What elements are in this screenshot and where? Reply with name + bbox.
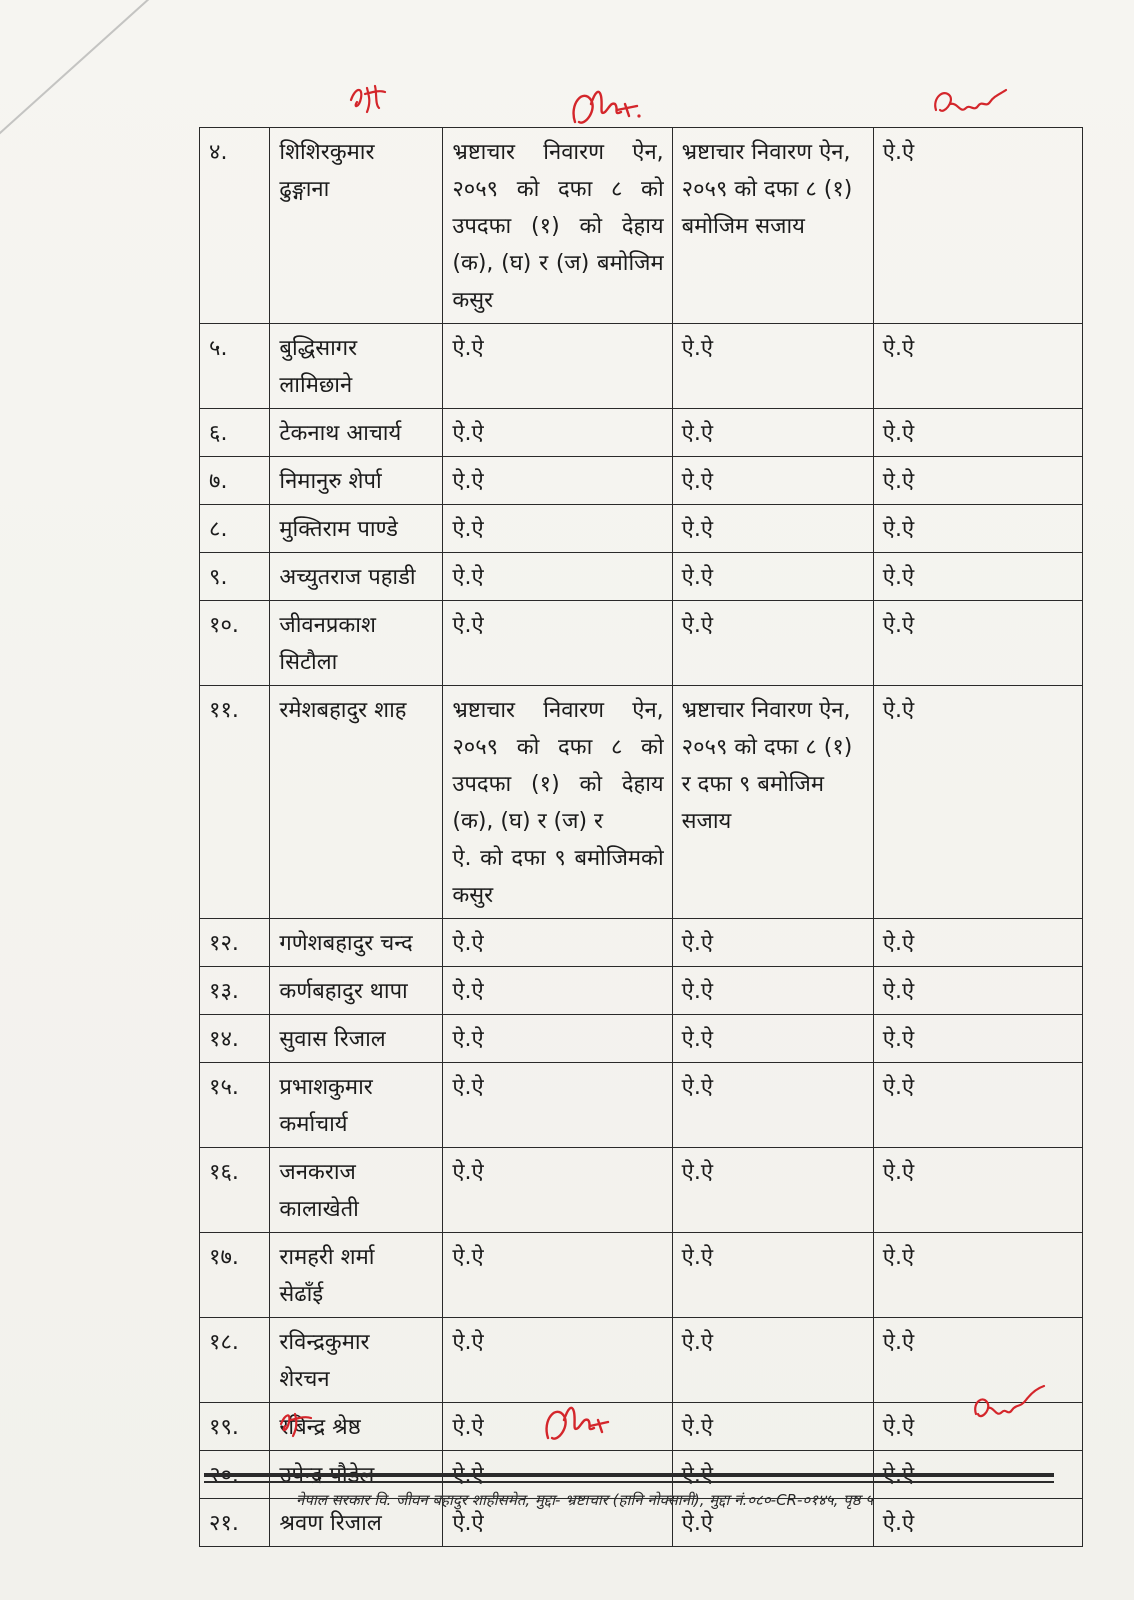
serial-number-cell-text: ६. [209, 421, 228, 446]
defendant-name-cell [270, 1148, 443, 1233]
defendant-name-cell [270, 553, 443, 601]
initial-signature-bottom-left [275, 1406, 325, 1444]
table-row [200, 1233, 1083, 1318]
serial-number-cell [200, 128, 270, 324]
paper-fold-mark [0, 0, 174, 152]
table-row [200, 409, 1083, 457]
serial-number-cell [200, 1499, 270, 1547]
punishment-cell-text: ऐ.ऐ [681, 517, 713, 542]
table-row [200, 967, 1083, 1015]
defendant-name-cell [270, 601, 443, 686]
remarks-cell [873, 409, 1082, 457]
remarks-cell-text: ऐ.ऐ [882, 1511, 915, 1536]
remarks-cell-text: ऐ.ऐ [882, 140, 915, 165]
footer-rule-thick [204, 1473, 1054, 1477]
offence-cell-text: ऐ.ऐ [452, 1330, 484, 1355]
offence-cell [443, 1063, 672, 1148]
remarks-cell-text: ऐ.ऐ [882, 613, 915, 638]
punishment-cell [672, 1318, 873, 1403]
defendant-name-cell-text: कर्णबहादुर थापा [279, 979, 408, 1004]
remarks-cell [873, 1148, 1082, 1233]
offence-cell [443, 1233, 672, 1318]
punishment-cell [672, 1015, 873, 1063]
punishment-cell-text: ऐ.ऐ [681, 1245, 713, 1270]
punishment-cell-text: ऐ.ऐ [681, 1330, 713, 1355]
defendant-name-cell-text: प्रभाशकुमार कर्माचार्य [279, 1075, 373, 1137]
serial-number-cell-text: १५. [209, 1075, 239, 1100]
table-row [200, 1015, 1083, 1063]
punishment-cell [672, 919, 873, 967]
remarks-cell-text: ऐ.ऐ [882, 1415, 915, 1440]
serial-number-cell-text: २१. [209, 1511, 239, 1536]
punishment-cell-text: भ्रष्टाचार निवारण ऐन, २०५९ को दफा ८ (१) र दफा ९ बमोजिम सजाय [681, 698, 853, 834]
offence-cell-text: ऐ.ऐ [452, 421, 484, 446]
footer-rule-thin [204, 1481, 1054, 1483]
defendant-name-cell [270, 505, 443, 553]
remarks-cell [873, 324, 1082, 409]
serial-number-cell-text: ८. [209, 517, 228, 542]
punishment-cell [672, 601, 873, 686]
table-row [200, 1063, 1083, 1148]
punishment-cell [672, 1233, 873, 1318]
remarks-cell [873, 1015, 1082, 1063]
remarks-cell [873, 919, 1082, 967]
offence-cell-text: ऐ.ऐ [452, 613, 484, 638]
serial-number-cell [200, 553, 270, 601]
offence-cell [443, 686, 672, 919]
punishment-cell [672, 505, 873, 553]
offence-cell [443, 967, 672, 1015]
defendant-name-cell-text: रमेशबहादुर शाह [279, 698, 407, 723]
remarks-cell-text: ऐ.ऐ [882, 517, 915, 542]
remarks-cell [873, 686, 1082, 919]
offence-cell-text: ऐ.ऐ [452, 469, 484, 494]
offence-cell-text: ऐ.ऐ [452, 1160, 484, 1185]
remarks-cell [873, 1063, 1082, 1148]
defendant-name-cell [270, 686, 443, 919]
defendant-name-cell-text: बुद्धिसागर लामिछाने [279, 336, 358, 398]
remarks-cell [873, 505, 1082, 553]
signature-bottom-center [540, 1400, 614, 1454]
punishment-cell [672, 128, 873, 324]
serial-number-cell-text: ७. [209, 469, 228, 494]
punishment-cell-text: ऐ.ऐ [681, 931, 713, 956]
serial-number-cell [200, 686, 270, 919]
offence-cell-text: ऐ.ऐ [452, 1511, 484, 1536]
table-row [200, 553, 1083, 601]
signature-bottom-right [968, 1384, 1048, 1436]
serial-number-cell-text: १६. [209, 1160, 239, 1185]
serial-number-cell-text: १९. [209, 1415, 239, 1440]
defendant-name-cell [270, 128, 443, 324]
offence-cell-text: ऐ.ऐ [452, 979, 484, 1004]
remarks-cell-text: ऐ.ऐ [882, 1027, 915, 1052]
offence-cell-text: ऐ.ऐ [452, 336, 484, 361]
defendant-name-cell-text: रामहरी शर्मा सेढाँई [279, 1245, 375, 1307]
serial-number-cell-text: १२. [209, 931, 239, 956]
defendant-name-cell [270, 1233, 443, 1318]
serial-number-cell [200, 1233, 270, 1318]
remarks-cell-text: ऐ.ऐ [882, 421, 915, 446]
remarks-cell-text: ऐ.ऐ [882, 336, 915, 361]
initial-signature-top-left [345, 78, 405, 122]
table-row [200, 457, 1083, 505]
punishment-cell-text: ऐ.ऐ [681, 1160, 713, 1185]
defendant-name-cell-text: निमानुरु शेर्पा [279, 469, 382, 494]
punishment-cell-text: ऐ.ऐ [681, 1027, 713, 1052]
signature-top-right [930, 84, 1010, 128]
punishment-cell [672, 1403, 873, 1451]
offence-cell [443, 409, 672, 457]
offence-cell [443, 1318, 672, 1403]
serial-number-cell-text: १७. [209, 1245, 239, 1270]
serial-number-cell-text: १३. [209, 979, 239, 1004]
punishment-cell [672, 967, 873, 1015]
table-row [200, 1148, 1083, 1233]
remarks-cell-text: ऐ.ऐ [882, 469, 915, 494]
table-row [200, 505, 1083, 553]
punishment-cell-text: ऐ.ऐ [681, 1415, 713, 1440]
offence-cell [443, 919, 672, 967]
punishment-cell [672, 553, 873, 601]
punishment-cell-text: ऐ.ऐ [681, 1511, 713, 1536]
offence-cell [443, 505, 672, 553]
table-row [200, 324, 1083, 409]
remarks-cell-text: ऐ.ऐ [882, 565, 915, 590]
serial-number-cell-text: ११. [209, 698, 239, 723]
offence-cell [443, 324, 672, 409]
punishment-cell-text: ऐ.ऐ [681, 979, 713, 1004]
remarks-cell [873, 1233, 1082, 1318]
defendant-name-cell-text: शिशिरकुमार ढुङ्गाना [279, 140, 375, 202]
serial-number-cell [200, 967, 270, 1015]
defendant-name-cell [270, 324, 443, 409]
defendant-name-cell [270, 1063, 443, 1148]
serial-number-cell-text: ४. [209, 140, 228, 165]
remarks-cell-text: ऐ.ऐ [882, 1075, 915, 1100]
serial-number-cell [200, 601, 270, 686]
remarks-cell [873, 553, 1082, 601]
offence-cell-text: भ्रष्टाचार निवारण ऐन, २०५९ को दफा ८ को उपदफा (१) को देहाय (क), (घ) र (ज) र ऐ. को दफा ९ बमोजिमको कसुर [452, 698, 664, 908]
defendant-name-cell-text: श्रवण रिजाल [279, 1511, 382, 1536]
serial-number-cell [200, 1148, 270, 1233]
offence-cell [443, 601, 672, 686]
punishment-cell [672, 457, 873, 505]
defendant-name-cell-text: गणेशबहादुर चन्द [279, 931, 413, 956]
remarks-cell-text: ऐ.ऐ [882, 979, 915, 1004]
remarks-cell [873, 457, 1082, 505]
serial-number-cell [200, 505, 270, 553]
defendant-name-cell-text: अच्युतराज पहाडी [279, 565, 416, 590]
defendant-name-cell-text: जनकराज कालाखेती [279, 1160, 359, 1222]
table-row [200, 686, 1083, 919]
defendant-name-cell-text: मुक्तिराम पाण्डे [279, 517, 398, 542]
defendant-name-cell [270, 967, 443, 1015]
page-footer: नेपाल सरकार वि. जीवन बहादुर शाहीसमेत, मुद्दा- भ्रष्टाचार (हानि नोक्सानी), मुद्दा नं.०८०-CR-०१४५, पृष्ठ ५ [296, 1491, 874, 1509]
serial-number-cell [200, 409, 270, 457]
serial-number-cell-text: ९. [209, 565, 228, 590]
offence-cell-text: ऐ.ऐ [452, 1075, 484, 1100]
offence-cell-text: ऐ.ऐ [452, 1027, 484, 1052]
table-row [200, 128, 1083, 324]
serial-number-cell [200, 324, 270, 409]
punishment-cell [672, 409, 873, 457]
punishment-cell [672, 1063, 873, 1148]
remarks-cell [873, 967, 1082, 1015]
punishment-cell-text: भ्रष्टाचार निवारण ऐन, २०५९ को दफा ८ (१) बमोजिम सजाय [681, 140, 853, 239]
offence-cell [443, 457, 672, 505]
remarks-cell-text: ऐ.ऐ [882, 1245, 915, 1270]
offence-cell-text: ऐ.ऐ [452, 565, 484, 590]
serial-number-cell-text: ५. [209, 336, 228, 361]
defendant-name-cell-text: रबिन्द्र श्रेष्ठ [279, 1415, 361, 1440]
table-row [200, 601, 1083, 686]
serial-number-cell-text: १०. [209, 613, 239, 638]
defendant-name-cell-text: रविन्द्रकुमार शेरचन [279, 1330, 370, 1392]
offence-cell-text: ऐ.ऐ [452, 1245, 484, 1270]
defendant-name-cell-text: सुवास रिजाल [279, 1027, 386, 1052]
defendant-name-cell [270, 1015, 443, 1063]
punishment-cell [672, 686, 873, 919]
offence-cell [443, 1015, 672, 1063]
punishment-cell-text: ऐ.ऐ [681, 613, 713, 638]
serial-number-cell [200, 1403, 270, 1451]
serial-number-cell-text: १४. [209, 1027, 239, 1052]
punishment-cell-text: ऐ.ऐ [681, 421, 713, 446]
defendant-name-cell [270, 457, 443, 505]
defendant-name-cell-text: टेकनाथ आचार्य [279, 421, 402, 446]
table-body [200, 128, 1083, 1547]
defendants-table [199, 127, 1083, 1547]
offence-cell [443, 128, 672, 324]
table-row [200, 1318, 1083, 1403]
remarks-cell [873, 128, 1082, 324]
offence-cell [443, 553, 672, 601]
table-row [200, 1403, 1083, 1451]
serial-number-cell-text: १८. [209, 1330, 239, 1355]
offence-cell-text: ऐ.ऐ [452, 1415, 484, 1440]
offence-cell-text: ऐ.ऐ [452, 931, 484, 956]
punishment-cell [672, 1148, 873, 1233]
offence-cell [443, 1148, 672, 1233]
defendant-name-cell [270, 1318, 443, 1403]
table-row [200, 919, 1083, 967]
offence-cell-text: भ्रष्टाचार निवारण ऐन, २०५९ को दफा ८ को उपदफा (१) को देहाय (क), (घ) र (ज) बमोजिम कसुर [452, 140, 664, 313]
remarks-cell-text: ऐ.ऐ [882, 1160, 915, 1185]
punishment-cell-text: ऐ.ऐ [681, 565, 713, 590]
punishment-cell-text: ऐ.ऐ [681, 336, 713, 361]
defendant-name-cell-text: जीवनप्रकाश सिटौला [279, 613, 376, 675]
remarks-cell-text: ऐ.ऐ [882, 1330, 915, 1355]
punishment-cell [672, 324, 873, 409]
punishment-cell-text: ऐ.ऐ [681, 469, 713, 494]
remarks-cell-text: ऐ.ऐ [882, 931, 915, 956]
defendant-name-cell [270, 919, 443, 967]
defendant-name-cell [270, 409, 443, 457]
punishment-cell-text: ऐ.ऐ [681, 1075, 713, 1100]
remarks-cell-text: ऐ.ऐ [882, 698, 915, 723]
serial-number-cell [200, 457, 270, 505]
serial-number-cell [200, 919, 270, 967]
serial-number-cell [200, 1063, 270, 1148]
remarks-cell [873, 601, 1082, 686]
offence-cell-text: ऐ.ऐ [452, 517, 484, 542]
serial-number-cell [200, 1318, 270, 1403]
serial-number-cell [200, 1015, 270, 1063]
